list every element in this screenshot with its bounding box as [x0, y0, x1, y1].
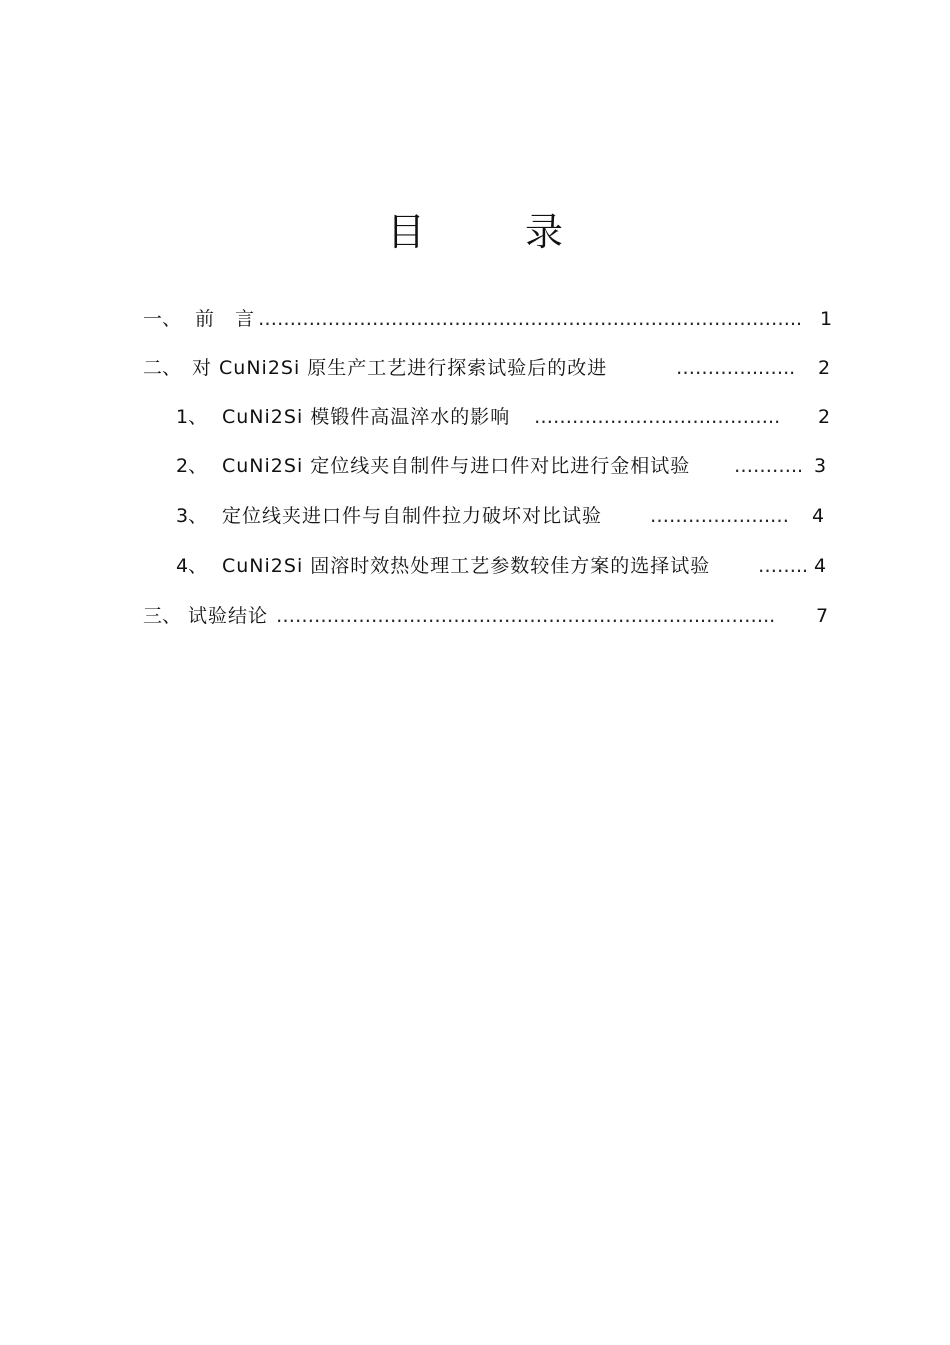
- toc-page-number: 3: [814, 455, 827, 477]
- toc-text: 定位线夹进口件与自制件拉力破坏对比试验: [222, 505, 603, 527]
- toc-leader: …………..…..: [676, 357, 796, 379]
- toc-entry-improvement[interactable]: [0, 353, 950, 383]
- toc-page-number: 2: [818, 406, 831, 428]
- toc-page-number: 4: [814, 555, 827, 577]
- toc-entry-preface[interactable]: [0, 304, 950, 334]
- toc-entry-conclusion[interactable]: [0, 601, 950, 631]
- toc-number: 2、: [176, 455, 208, 477]
- toc-entry-4[interactable]: [0, 551, 950, 581]
- toc-number: 二、: [143, 357, 182, 379]
- toc-text: CuNi2Si 模锻件高温淬水的影响: [222, 406, 511, 428]
- toc-leader: …………………………………………………………..………..: [276, 605, 776, 627]
- page-title: 目 录: [386, 210, 608, 255]
- toc-leader: ……………………….………..: [534, 406, 781, 428]
- toc-number: 三、: [143, 605, 182, 627]
- toc-page-number: 7: [816, 605, 829, 627]
- toc-number: 一、: [143, 308, 182, 330]
- toc-number: 4、: [176, 555, 208, 577]
- toc-text: 前 言: [195, 308, 256, 330]
- toc-leader: ……..: [758, 555, 809, 577]
- toc-leader: …………………………………………………………………………..: [258, 308, 803, 330]
- toc-text: 试验结论: [188, 605, 269, 627]
- toc-text: CuNi2Si 定位线夹自制件与进口件对比进行金相试验: [222, 455, 691, 477]
- toc-number: 3、: [176, 505, 208, 527]
- toc-entry-3[interactable]: [0, 501, 950, 531]
- toc-number: 1、: [176, 406, 208, 428]
- toc-page-number: 2: [818, 357, 831, 379]
- toc-leader: ……………….…: [650, 505, 790, 527]
- toc-page-number: 1: [820, 308, 833, 330]
- toc-text: 对 CuNi2Si 原生产工艺进行探索试验后的改进: [192, 357, 608, 379]
- toc-entry-2[interactable]: [0, 451, 950, 481]
- toc-entry-1[interactable]: [0, 402, 950, 432]
- toc-page-number: 4: [812, 505, 825, 527]
- toc-text: CuNi2Si 固溶时效热处理工艺参数较佳方案的选择试验: [222, 555, 711, 577]
- toc-leader: ………..: [734, 455, 804, 477]
